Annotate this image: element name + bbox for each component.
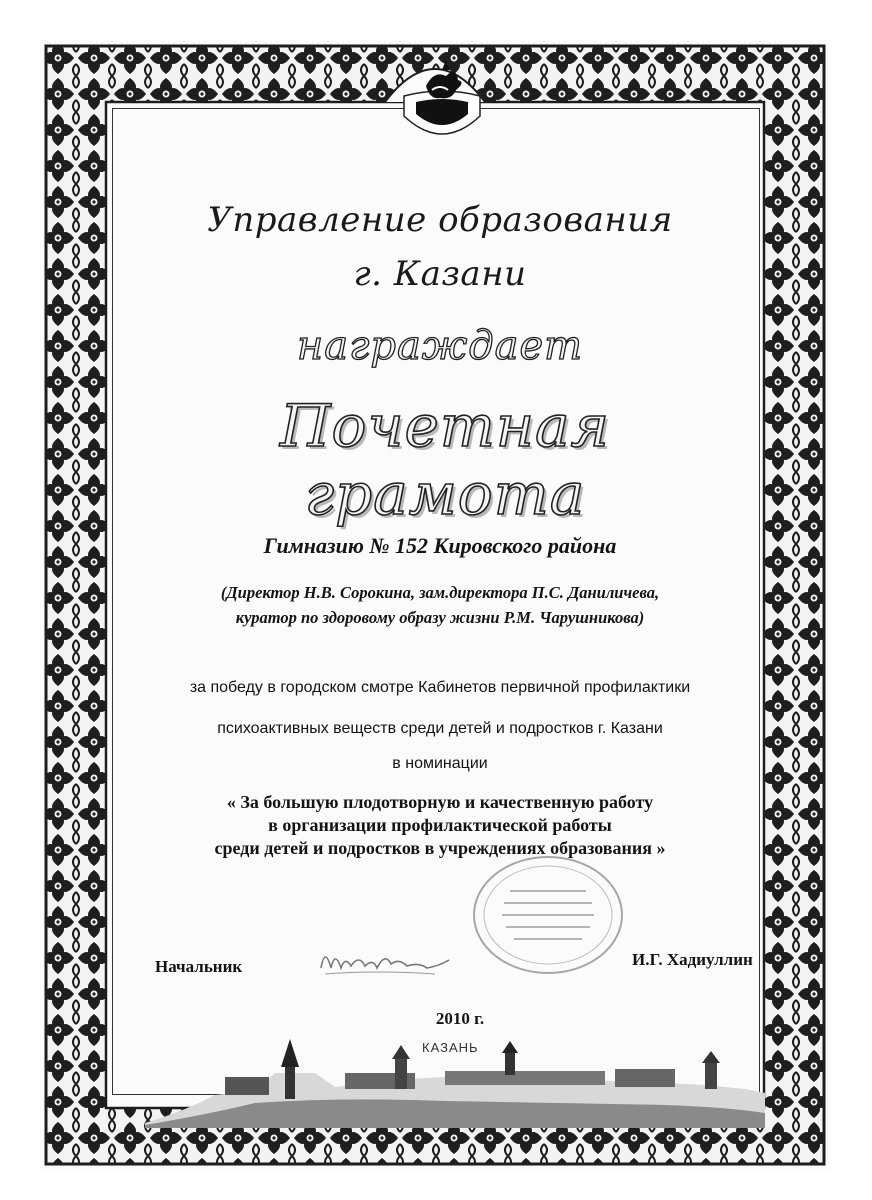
signatory-name: И.Г. Хадиуллин	[632, 950, 753, 969]
issue-year: 2010 г.	[435, 1009, 485, 1028]
issuer-line-1: Управление образования	[207, 200, 673, 240]
signatory-title: Начальник	[155, 957, 243, 976]
skyline-city-label: КАЗАНЬ	[422, 1040, 479, 1055]
kazan-dragon-emblem-icon	[396, 56, 488, 148]
nomination-line-3: среди детей и подростков в учреждениях образования »	[214, 838, 666, 858]
reason-line-1: за победу в городском смотре Кабинетов первичной профилактики	[189, 679, 691, 696]
staff-line-2: куратор по здоровому образу жизни Р.М. Чарушникова)	[235, 608, 645, 627]
nomination-line-2: в организации профилактической работы	[268, 815, 612, 835]
document-title: Почетная грамота	[279, 392, 611, 528]
staff-line-1: (Директор Н.В. Сорокина, зам.директора П.С. Даниличева,	[220, 583, 660, 602]
awards-heading: награждает	[296, 323, 584, 369]
round-seal-stamp	[468, 853, 628, 978]
reason-line-3: в номинации	[392, 755, 488, 772]
recipient-name: Гимназию № 152 Кировского района	[263, 533, 617, 558]
reason-line-2: психоактивных веществ среди детей и подростков г. Казани	[217, 720, 663, 737]
issuer-line-2: г. Казани	[353, 254, 527, 294]
nomination-line-1: « За большую плодотворную и качественную работу	[226, 792, 654, 812]
handwritten-signature	[315, 938, 455, 984]
